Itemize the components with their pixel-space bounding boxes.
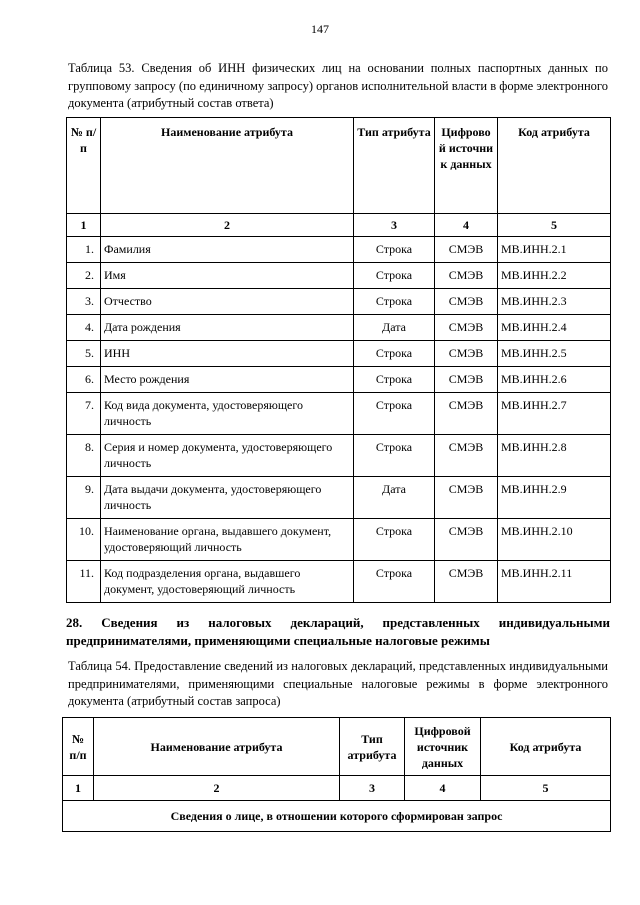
table-53-column-numbers	[67, 214, 611, 237]
table-53-header-row	[67, 118, 611, 214]
attribute-code: МВ.ИНН.2.1	[498, 237, 611, 263]
table-row	[67, 341, 611, 367]
attribute-code: МВ.ИНН.2.10	[498, 519, 611, 561]
attribute-code: МВ.ИНН.2.3	[498, 289, 611, 315]
attribute-name: Имя	[101, 263, 354, 289]
column-number: 5	[498, 214, 611, 237]
column-number: 2	[101, 214, 354, 237]
table-54	[62, 717, 611, 832]
column-number: 4	[405, 776, 481, 801]
table-row	[67, 367, 611, 393]
attribute-name: Серия и номер документа, удостоверяющего личность	[101, 435, 354, 477]
attribute-type: Строка	[354, 367, 435, 393]
attribute-name: Место рождения	[101, 367, 354, 393]
row-number: 11.	[67, 561, 101, 603]
data-source: СМЭВ	[435, 519, 498, 561]
table-row	[67, 237, 611, 263]
data-source: СМЭВ	[435, 561, 498, 603]
column-number: 5	[481, 776, 611, 801]
table-row	[67, 315, 611, 341]
data-source: СМЭВ	[435, 237, 498, 263]
attribute-name: Код вида документа, удостоверяющего личность	[101, 393, 354, 435]
attribute-code: МВ.ИНН.2.2	[498, 263, 611, 289]
table-53	[66, 117, 611, 603]
table-row	[67, 477, 611, 519]
attribute-type: Строка	[354, 263, 435, 289]
table-row	[67, 263, 611, 289]
column-number: 1	[67, 214, 101, 237]
column-number: 1	[63, 776, 94, 801]
attribute-code: МВ.ИНН.2.9	[498, 477, 611, 519]
attribute-code: МВ.ИНН.2.11	[498, 561, 611, 603]
section-28-heading: 28. Сведения из налоговых деклараций, представленных индивидуальными предпринимателями, применяющими специальные налоговые режимы	[66, 615, 610, 648]
data-source: СМЭВ	[435, 263, 498, 289]
attribute-type: Строка	[354, 393, 435, 435]
column-number: 4	[435, 214, 498, 237]
column-number: 3	[354, 214, 435, 237]
header-number: № п/п	[63, 718, 94, 776]
header-number: № п/п	[67, 118, 101, 214]
row-number: 9.	[67, 477, 101, 519]
data-source: СМЭВ	[435, 341, 498, 367]
subheader-cell: Сведения о лице, в отношении которого сформирован запрос	[63, 801, 611, 832]
attribute-type: Строка	[354, 561, 435, 603]
attribute-name: Фамилия	[101, 237, 354, 263]
data-source: СМЭВ	[435, 367, 498, 393]
attribute-type: Строка	[354, 519, 435, 561]
header-data-source: Цифровой источник данных	[435, 118, 498, 214]
attribute-name: Дата рождения	[101, 315, 354, 341]
attribute-code: МВ.ИНН.2.7	[498, 393, 611, 435]
row-number: 4.	[67, 315, 101, 341]
row-number: 6.	[67, 367, 101, 393]
column-number: 2	[94, 776, 340, 801]
table-54-subheader-row	[63, 801, 611, 832]
attribute-type: Строка	[354, 435, 435, 477]
attribute-code: МВ.ИНН.2.8	[498, 435, 611, 477]
attribute-code: МВ.ИНН.2.6	[498, 367, 611, 393]
header-data-source: Цифровой источник данных	[405, 718, 481, 776]
table-54-column-numbers	[63, 776, 611, 801]
header-attribute-type: Тип атрибута	[354, 118, 435, 214]
page-number: 147	[311, 22, 329, 36]
attribute-name: Наименование органа, выдавшего документ, удостоверяющий личность	[101, 519, 354, 561]
header-attribute-code: Код атрибута	[481, 718, 611, 776]
row-number: 7.	[67, 393, 101, 435]
table-row	[67, 561, 611, 603]
table-row	[67, 393, 611, 435]
header-attribute-type: Тип атрибута	[340, 718, 405, 776]
row-number: 1.	[67, 237, 101, 263]
attribute-name: Дата выдачи документа, удостоверяющего личность	[101, 477, 354, 519]
attribute-type: Строка	[354, 341, 435, 367]
data-source: СМЭВ	[435, 315, 498, 341]
header-attribute-name: Наименование атрибута	[94, 718, 340, 776]
data-source: СМЭВ	[435, 393, 498, 435]
table-54-caption: Таблица 54. Предоставление сведений из налоговых деклараций, представленных индивидуальными предпринимателями, применяющими специальные налоговые режимы в форме электронного документа (атрибутный состав запроса)	[68, 659, 608, 708]
row-number: 8.	[67, 435, 101, 477]
data-source: СМЭВ	[435, 477, 498, 519]
data-source: СМЭВ	[435, 289, 498, 315]
data-source: СМЭВ	[435, 435, 498, 477]
table-54-header-row	[63, 718, 611, 776]
row-number: 5.	[67, 341, 101, 367]
header-attribute-code: Код атрибута	[498, 118, 611, 214]
table-row	[67, 435, 611, 477]
attribute-code: МВ.ИНН.2.4	[498, 315, 611, 341]
attribute-type: Строка	[354, 237, 435, 263]
row-number: 3.	[67, 289, 101, 315]
row-number: 10.	[67, 519, 101, 561]
attribute-type: Дата	[354, 477, 435, 519]
row-number: 2.	[67, 263, 101, 289]
attribute-type: Строка	[354, 289, 435, 315]
column-number: 3	[340, 776, 405, 801]
attribute-code: МВ.ИНН.2.5	[498, 341, 611, 367]
table-row	[67, 289, 611, 315]
attribute-name: ИНН	[101, 341, 354, 367]
attribute-name: Отчество	[101, 289, 354, 315]
header-attribute-name: Наименование атрибута	[101, 118, 354, 214]
table-53-caption: Таблица 53. Сведения об ИНН физических лиц на основании полных паспортных данных по групповому запросу (по единичному запросу) органов исполнительной власти в форме электронного документа (атрибутный состав ответа)	[68, 61, 608, 110]
table-row	[67, 519, 611, 561]
attribute-type: Дата	[354, 315, 435, 341]
attribute-name: Код подразделения органа, выдавшего документ, удостоверяющий личность	[101, 561, 354, 603]
